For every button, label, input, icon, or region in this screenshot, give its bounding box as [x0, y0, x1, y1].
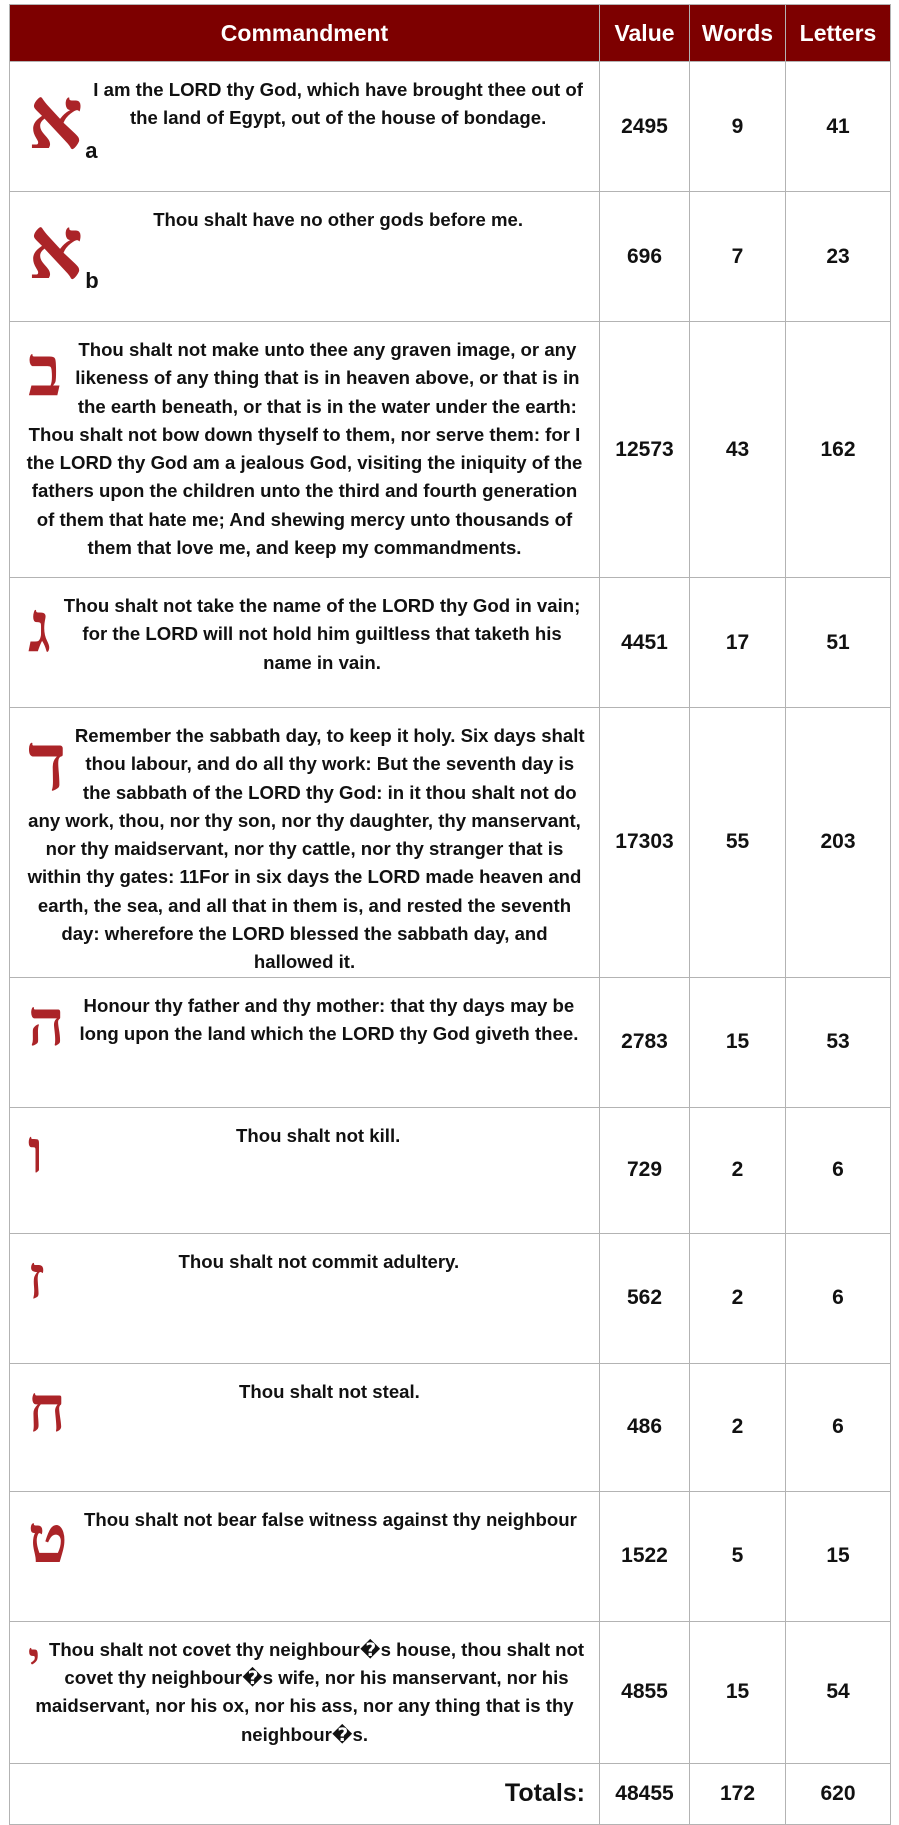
- hebrew-letter-icon: [28, 68, 98, 169]
- commandment-text: Remember the sabbath day, to keep it holy. Six days shalt thou labour, and do all thy work: But the seventh day is the sabbath of the LORD thy God: in it thou shalt not do any work, thou, nor thy son, nor thy daughter, thy manservant, nor thy maidservant, nor thy cattle, nor thy stranger that is within thy gates: 11For in six days the LORD made heaven and earth, the sea, and all that in them is, and rested the seventh day: wherefore the LORD blessed the sabbath day, and hallowed it.: [27, 725, 585, 973]
- commandment-text: I am the LORD thy God, which have brought thee out of the land of Egypt, out of the house of bondage.: [93, 79, 583, 129]
- hebrew-letter: ב: [28, 329, 62, 412]
- words-cell: 5: [690, 1491, 786, 1621]
- hebrew-letter-icon: [28, 1631, 41, 1686]
- value-cell: 2783: [600, 977, 690, 1107]
- header-words: Words: [690, 5, 786, 62]
- letters-cell: 53: [786, 977, 891, 1107]
- value-cell: 2495: [600, 62, 690, 192]
- letter-subscript: a: [85, 138, 98, 163]
- hebrew-letter-icon: [28, 715, 67, 809]
- hebrew-letter-icon: [28, 1116, 44, 1187]
- value-cell: 4451: [600, 578, 690, 708]
- commandment-text: Thou shalt not kill.: [236, 1124, 401, 1146]
- words-cell: 9: [690, 62, 786, 192]
- table-row: [10, 1107, 891, 1233]
- hebrew-letter-icon: [28, 1371, 66, 1447]
- letters-cell: 41: [786, 62, 891, 192]
- hebrew-letter-icon: [28, 1499, 68, 1578]
- totals-label: Totals:: [10, 1763, 600, 1824]
- table-row: [10, 708, 891, 978]
- letters-cell: 51: [786, 578, 891, 708]
- table-row: [10, 1491, 891, 1621]
- totals-words: 172: [690, 1763, 786, 1824]
- hebrew-letter: ו: [28, 1116, 44, 1187]
- hebrew-letter: א: [28, 68, 84, 169]
- value-cell: 696: [600, 192, 690, 322]
- table-row: [10, 578, 891, 708]
- words-cell: 55: [690, 708, 786, 978]
- commandment-text: Thou shalt have no other gods before me.: [153, 209, 524, 230]
- value-cell: 562: [600, 1233, 690, 1363]
- hebrew-letter-icon: [28, 1242, 45, 1313]
- header-commandment: Commandment: [10, 5, 600, 62]
- commandments-table-container: [9, 4, 890, 1825]
- commandment-cell: [10, 1491, 600, 1621]
- header-value: Value: [600, 5, 690, 62]
- commandment-text: Thou shalt not take the name of the LORD thy God in vain; for the LORD will not hold him guiltless that taketh his name in vain.: [63, 595, 581, 673]
- hebrew-letter-icon: [28, 329, 62, 412]
- value-cell: 12573: [600, 322, 690, 578]
- commandment-cell: [10, 578, 600, 708]
- table-row: [10, 62, 891, 192]
- commandment-cell: [10, 62, 600, 192]
- commandment-cell: [10, 192, 600, 322]
- table-body: [10, 62, 891, 1764]
- header-row: [10, 5, 891, 62]
- value-cell: 17303: [600, 708, 690, 978]
- hebrew-letter: ה: [28, 985, 65, 1061]
- value-cell: 4855: [600, 1621, 690, 1763]
- value-cell: 486: [600, 1363, 690, 1491]
- hebrew-letter: ח: [28, 1371, 66, 1447]
- commandment-text: Thou shalt not covet thy neighbour�s house, thou shalt not covet thy neighbour�s wife, nor his manservant, nor his maidservant, nor his ox, nor his ass, nor any thing that is thy neighbour�s.: [35, 1638, 585, 1745]
- table-row: [10, 977, 891, 1107]
- letters-cell: 6: [786, 1233, 891, 1363]
- value-cell: 729: [600, 1107, 690, 1233]
- commandment-cell: [10, 977, 600, 1107]
- words-cell: 2: [690, 1233, 786, 1363]
- words-cell: 15: [690, 977, 786, 1107]
- hebrew-letter: ז: [28, 1242, 45, 1313]
- letters-cell: 15: [786, 1491, 891, 1621]
- words-cell: 15: [690, 1621, 786, 1763]
- header-letters: Letters: [786, 5, 891, 62]
- letters-cell: 203: [786, 708, 891, 978]
- commandments-table: [9, 4, 891, 1825]
- commandment-text: Thou shalt not steal.: [239, 1380, 420, 1402]
- totals-letters: 620: [786, 1763, 891, 1824]
- commandment-cell: [10, 1107, 600, 1233]
- totals-value: 48455: [600, 1763, 690, 1824]
- hebrew-letter: ט: [28, 1499, 68, 1578]
- table-row: [10, 1621, 891, 1763]
- commandment-cell: [10, 322, 600, 578]
- hebrew-letter-icon: [28, 985, 65, 1061]
- commandment-text: Thou shalt not make unto thee any graven image, or any likeness of any thing that is in heaven above, or that is in the earth beneath, or that is in the water under the earth: Thou shalt not bow down thyself to them, nor serve them: for I the LORD thy God am a jealous God, visiting the iniquity of the fathers upon the children unto the third and fourth generation of them that hate me; And shewing mercy unto thousands of them that love me, and keep my commandments.: [26, 339, 583, 559]
- letter-subscript: b: [85, 268, 99, 293]
- commandment-cell: [10, 1363, 600, 1491]
- table-row: [10, 192, 891, 322]
- letters-cell: 6: [786, 1363, 891, 1491]
- hebrew-letter: ד: [28, 715, 67, 809]
- words-cell: 2: [690, 1363, 786, 1491]
- value-cell: 1522: [600, 1491, 690, 1621]
- words-cell: 7: [690, 192, 786, 322]
- words-cell: 2: [690, 1107, 786, 1233]
- hebrew-letter-icon: [28, 585, 52, 668]
- commandment-text: Thou shalt not bear false witness against thy neighbour: [84, 1508, 577, 1530]
- hebrew-letter: י: [28, 1631, 41, 1686]
- letters-cell: 6: [786, 1107, 891, 1233]
- commandment-cell: [10, 1233, 600, 1363]
- letters-cell: 23: [786, 192, 891, 322]
- commandment-cell: [10, 1621, 600, 1763]
- hebrew-letter-icon: [28, 198, 99, 299]
- table-row: [10, 322, 891, 578]
- letters-cell: 162: [786, 322, 891, 578]
- table-row: [10, 1363, 891, 1491]
- commandment-text: Thou shalt not commit adultery.: [178, 1250, 460, 1272]
- letters-cell: 54: [786, 1621, 891, 1763]
- hebrew-letter: א: [28, 198, 84, 299]
- words-cell: 43: [690, 322, 786, 578]
- commandment-text: Honour thy father and thy mother: that thy days may be long upon the land which the LORD thy God giveth thee.: [79, 994, 579, 1044]
- totals-row: [10, 1763, 891, 1824]
- commandment-cell: [10, 708, 600, 978]
- words-cell: 17: [690, 578, 786, 708]
- table-row: [10, 1233, 891, 1363]
- hebrew-letter: ג: [28, 585, 52, 668]
